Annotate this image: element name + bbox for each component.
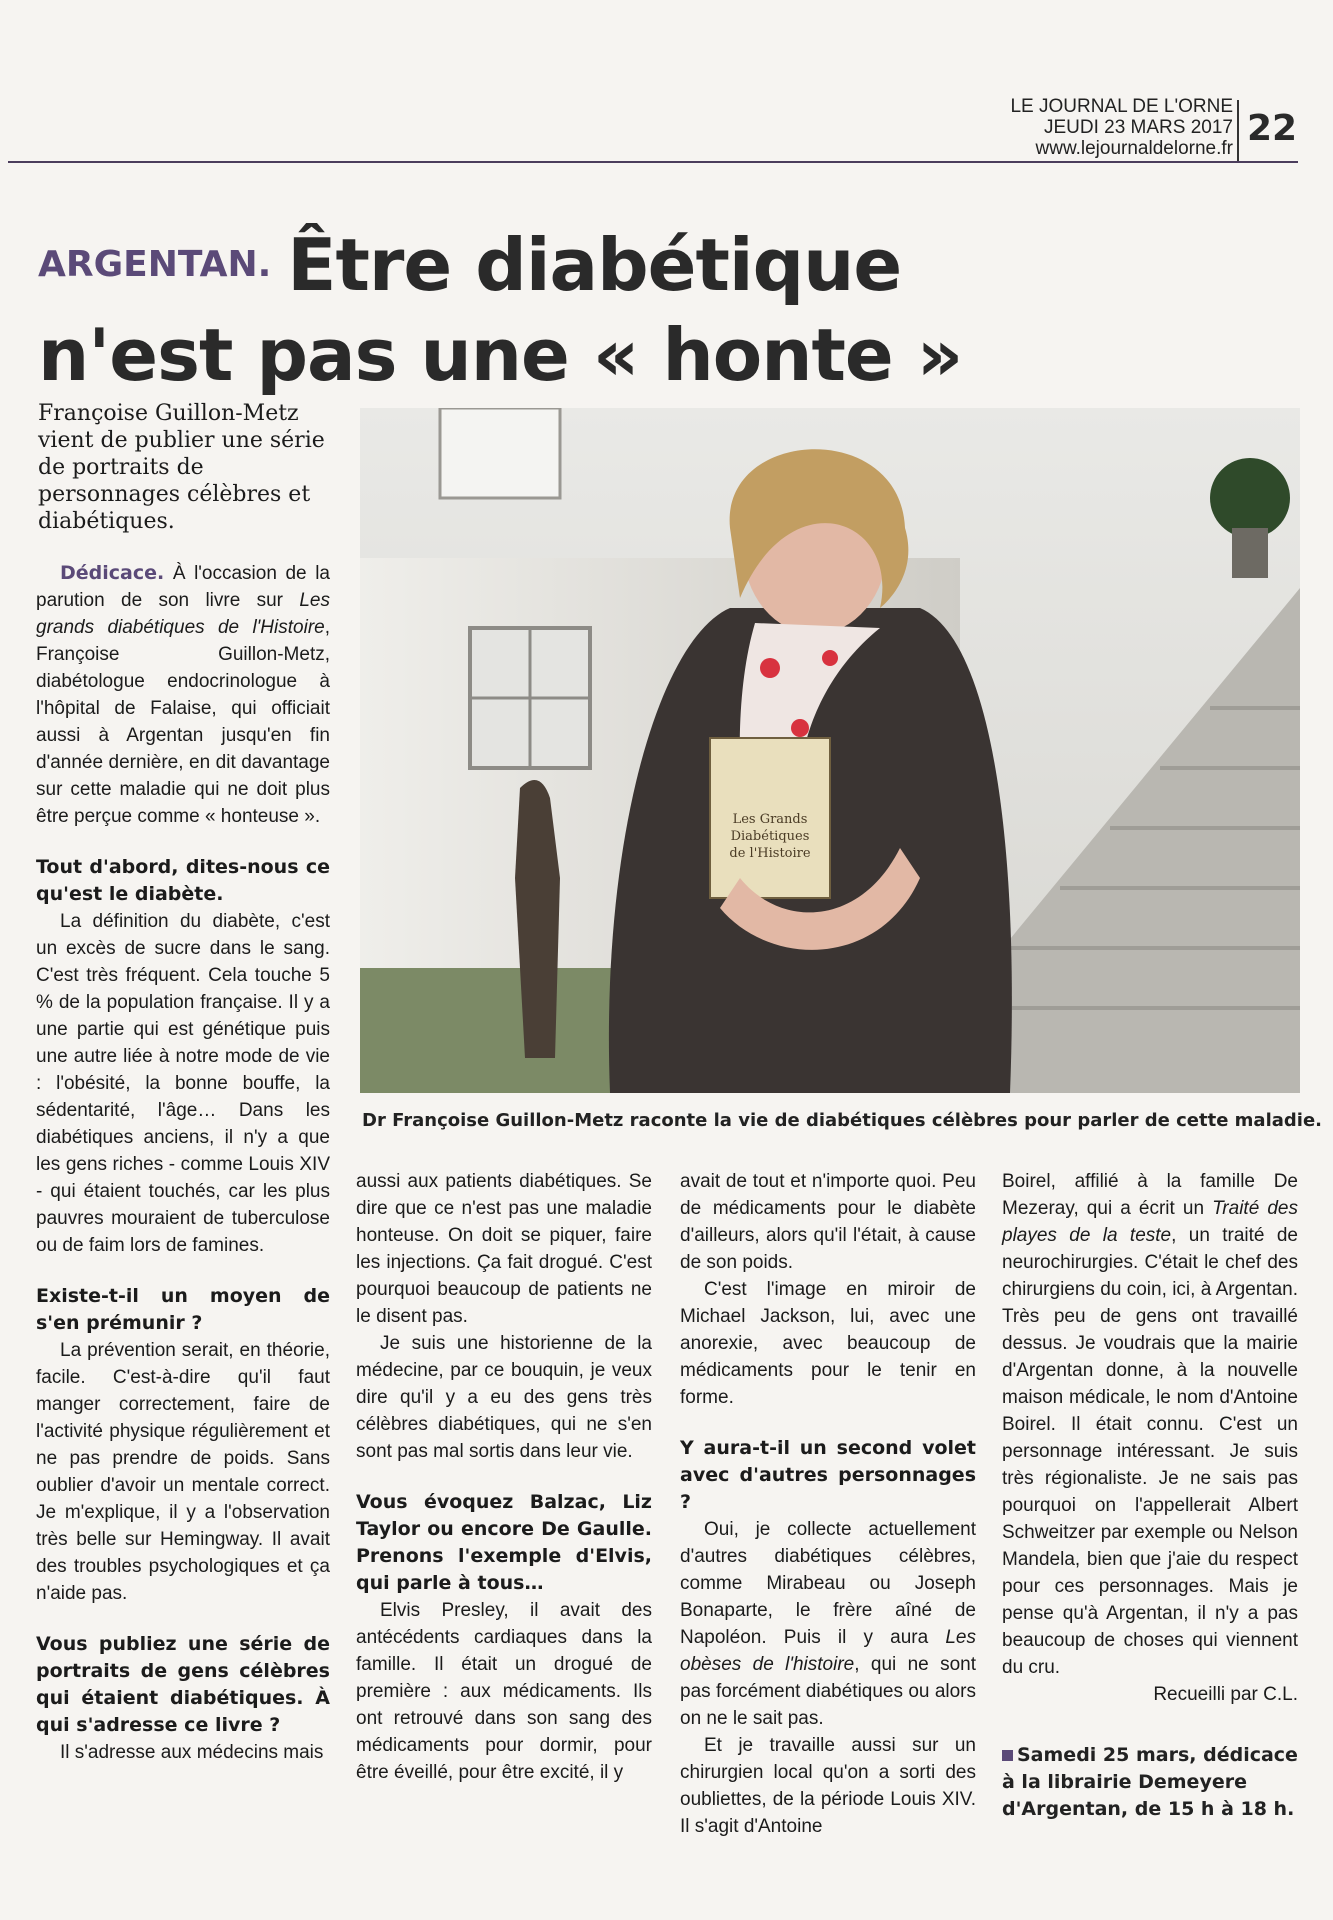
book-cover-line2: Diabétiques [730, 829, 810, 844]
question-1: Tout d'abord, dites-nous ce qu'est le diabète. [36, 856, 330, 905]
event-notice: Samedi 25 mars, dédicace à la librairie Demeyere d'Argentan, de 15 h à 18 h. [1002, 1744, 1298, 1820]
book-title: Les grands diabétiques de l'Histoire [36, 590, 330, 638]
headline-line1: Être diabétique [287, 223, 902, 307]
answer-4-cont: avait de tout et n'importe quoi. Peu de médicaments pour le diabète d'ailleurs, alors qu'il l'était, à cause de son poids. [680, 1171, 976, 1273]
masthead-divider [1237, 100, 1239, 162]
journal-name: LE JOURNAL DE L'ORNE [1010, 96, 1233, 117]
headline-line2: n'est pas une « honte » [38, 313, 963, 397]
answer-5: Oui, je collecte actuellement d'autres diabétiques célèbres, comme Mirabeau ou Joseph Bonaparte, le frère aîné de Napoléon. Puis il y aura Les obèses de l'histoire, qui ne sont pas forcément diabétiques ou alors on ne le sait pas. [680, 1519, 976, 1729]
answer-3-start: Il s'adresse aux médecins mais [60, 1742, 324, 1763]
topiary-plant [1210, 458, 1290, 538]
answer-5-b: Et je travaille aussi sur un chirurgien local qu'on a sorti des oubliettes, de la période Louis XIV. Il s'agit d'Antoine [680, 1735, 976, 1837]
question-2: Existe-t-il un moyen de s'en prémunir ? [36, 1285, 330, 1334]
question-5: Y aura-t-il un second volet avec d'autres personnages ? [680, 1437, 976, 1513]
website-link[interactable]: www.lejournaldelorne.fr [1035, 138, 1233, 159]
column-4 [1002, 1168, 1298, 1823]
issue-date: JEUDI 23 MARS 2017 [1043, 117, 1233, 138]
signature: Recueilli par C.L. [1153, 1684, 1298, 1705]
headline [38, 220, 1138, 400]
upper-window [440, 408, 560, 498]
book-cover-line3: de l'Histoire [729, 846, 811, 861]
page-number: 22 [1247, 108, 1298, 149]
header-rule [8, 161, 1298, 163]
book-title-2: Les obèses de l'histoire [680, 1627, 976, 1675]
column-2 [356, 1168, 652, 1786]
photo-caption: Dr Françoise Guillon-Metz raconte la vie de diabétiques célèbres pour parler de cette maladie. [362, 1110, 1322, 1131]
headline-kicker: ARGENTAN. [38, 244, 272, 285]
intro-label: Dédicace. [60, 562, 165, 584]
column-3 [680, 1168, 976, 1840]
question-4: Vous évoquez Balzac, Liz Taylor ou encore De Gaulle. Prenons l'exemple d'Elvis, qui parle à tous… [356, 1491, 652, 1594]
lead-paragraph: Françoise Guillon-Metz vient de publier une série de portraits de personnages célèbres et diabétiques. [38, 401, 325, 534]
answer-3-cont-b: Je suis une historienne de la médecine, par ce bouquin, je veux dire qu'il y a eu des gens très célèbres diabétiques, qui ne s'en sont pas mal sortis dans leur vie. [356, 1333, 652, 1462]
answer-5-cont: Boirel, affilié à la famille De Mezeray, qui a écrit un Traité des playes de la teste, un traité de neurochirurgies. C'était le chef des chirurgiens du coin, ici, à Argentan. Très peu de gens ont travaillé dessus. Je voudrais que la mairie d'Argentan donne, à la nouvelle maison médicale, le nom d'Antoine Boirel. Il était connu. C'est un personnage intéressant. Je suis très régionaliste. Je ne sais pas pourquoi on l'appellerait Albert Schweitzer par exemple ou Nelson Mandela, bien que j'aie du respect pour ces personnages. Mais je pense qu'à Argentan, il n'y a pas beaucoup de choses qui viennent du cru. [1002, 1171, 1298, 1678]
answer-4-cont-b: C'est l'image en miroir de Michael Jackson, lui, avec une anorexie, avec beaucoup de médicaments pour le tenir en forme. [680, 1279, 976, 1408]
article-photo [360, 408, 1300, 1093]
answer-1: La définition du diabète, c'est un excès de sucre dans le sang. C'est très fréquent. Cela touche 5 % de la population française. Il y a une partie qui est génétique puis une autre liée à notre mode de vie : l'obésité, la bonne bouffe, la sédentarité, l'âge… Dans les diabétiques anciens, il n'y a que les gens riches - comme Louis XIV - qui étaient touchés, car les plus pauvres mouraient de tuberculose ou de faim lors de famines. [36, 911, 330, 1256]
column-1 [36, 560, 330, 1766]
answer-4: Elvis Presley, il avait des antécédents cardiaques dans la famille. Il était un drogué de première : aux médicaments. Ils ont retrouvé dans son sang des médicaments pour dormir, pour être éveillé, pour être excité, il y [356, 1600, 652, 1783]
book-cover-line1: Les Grands [732, 812, 808, 827]
question-3: Vous publiez une série de portraits de gens célèbres qui étaient diabétiques. À qui s'adresse ce livre ? [36, 1633, 330, 1736]
answer-2: La prévention serait, en théorie, facile. C'est-à-dire qu'il faut manger correctement, faire de l'activité physique régulièrement et ne pas prendre de poids. Sans oublier d'avoir un mentale correct. Je m'explique, il y a l'observation très belle sur Hemingway. Il avait des troubles psychologiques et ça n'aide pas. [36, 1340, 330, 1604]
answer-3-cont: aussi aux patients diabétiques. Se dire que ce n'est pas une maladie honteuse. On doit se piquer, faire les injections. Ça fait drogué. C'est pourquoi beaucoup de patients ne le disent pas. [356, 1171, 652, 1327]
masthead [1010, 96, 1233, 159]
intro-paragraph: Dédicace. À l'occasion de la parution de son livre sur Les grands diabétiques de l'Histoire, Françoise Guillon-Metz, diabétologue endocrinologue à l'hôpital de Falaise, qui officiait aussi à Argentan jusqu'en fin d'année dernière, en dit davantage sur cette maladie qui ne doit plus être perçue comme « honteuse ». [36, 562, 330, 827]
bullet-square-icon [1002, 1750, 1013, 1761]
book-title-3: Traité des playes de la teste [1002, 1198, 1298, 1246]
